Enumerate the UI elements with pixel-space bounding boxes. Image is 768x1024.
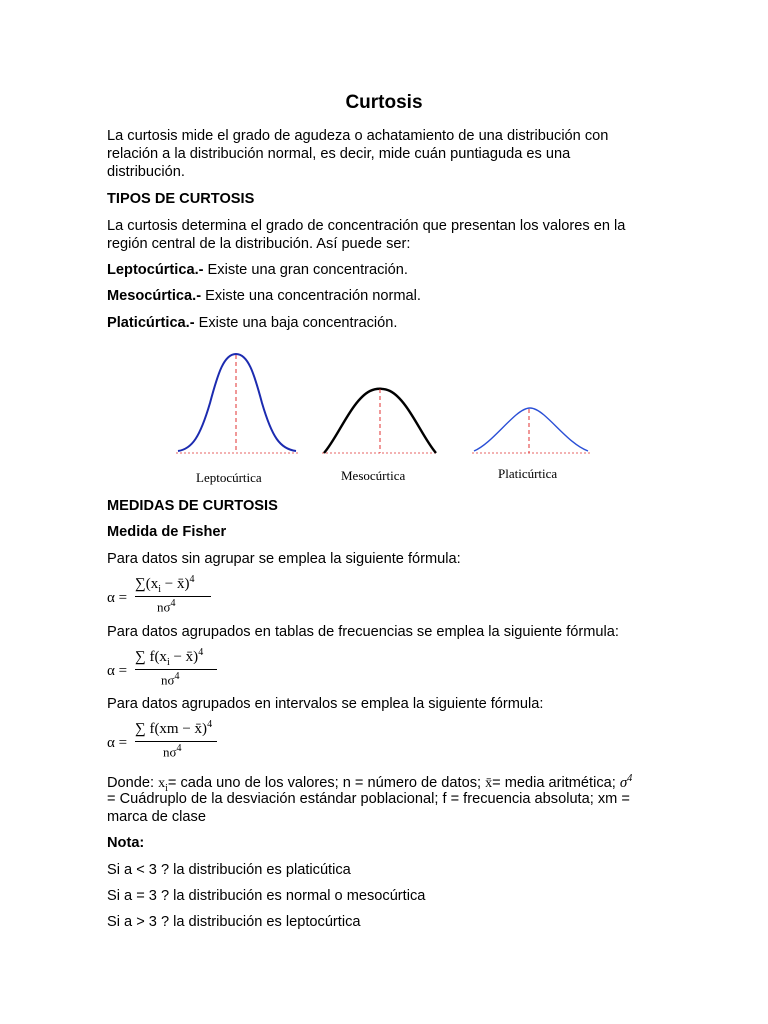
type-label: Platicúrtica.- bbox=[107, 315, 195, 331]
caption-platicurtica: Platicúrtica bbox=[498, 466, 558, 481]
tipos-text-line-1: La curtosis determina el grado de concentración que presentan los valores en la bbox=[107, 218, 626, 234]
formula-intervals bbox=[107, 719, 237, 759]
formula-numerator: ∑ f(xm − x̄)$^4$ bbox=[135, 719, 213, 737]
intro-line-3: distribución. bbox=[107, 164, 185, 180]
formula-denominator: $n\sigma^4$ bbox=[161, 671, 180, 688]
xbar-symbol: x̄ bbox=[485, 776, 493, 791]
formula3-intro: Para datos agrupados en intervalos se emplea la siguiente fórmula: bbox=[107, 696, 544, 712]
formula-numerator: $\sum(x_i$ − x̄)$^4$ bbox=[135, 574, 195, 595]
fraction-bar bbox=[135, 741, 217, 742]
fraction-bar bbox=[135, 596, 211, 597]
formula-frequency-table bbox=[107, 647, 227, 687]
caption-mesocurtica: Mesocúrtica bbox=[341, 468, 406, 483]
tipos-heading: TIPOS DE CURTOSIS bbox=[107, 191, 255, 207]
fraction-bar bbox=[135, 669, 217, 670]
type-desc: Existe una baja concentración. bbox=[194, 315, 398, 331]
leptokurtic-curve-group bbox=[176, 354, 298, 453]
type-leptocurtica bbox=[107, 261, 408, 279]
intro-line-2: relación a la distribución normal, es decir, mide cuán puntiaguda es una bbox=[107, 146, 571, 162]
sigma-symbol: $\sigma^4$ bbox=[619, 773, 633, 791]
formula-lhs: α = bbox=[107, 735, 128, 751]
caption-leptocurtica: Leptocúrtica bbox=[196, 470, 262, 485]
formula-lhs: α = bbox=[107, 590, 128, 606]
note-line-3: Si a > 3 ? la distribución es leptocúrtica bbox=[107, 914, 361, 930]
note-line-1: Si a < 3 ? la distribución es platicútica bbox=[107, 862, 351, 878]
mesokurtic-curve-group bbox=[322, 389, 438, 453]
formula2-intro: Para datos agrupados en tablas de frecuencias se emplea la siguiente fórmula: bbox=[107, 624, 619, 640]
donde-line-1: Donde: $x_i=$ cada uno de los valores; n = número de datos; x̄= media aritmética; $\sigma^4$ bbox=[107, 773, 633, 794]
tipos-text-line-2: región central de la distribución. Así puede ser: bbox=[107, 236, 411, 252]
donde-line-3: marca de clase bbox=[107, 809, 206, 825]
type-label: Leptocúrtica.- bbox=[107, 262, 204, 278]
kurtosis-figure bbox=[170, 345, 600, 460]
page-title: Curtosis bbox=[345, 92, 423, 113]
note-line-2: Si a = 3 ? la distribución es normal o mesocúrtica bbox=[107, 888, 426, 904]
platykurtic-curve bbox=[474, 408, 588, 451]
formula-lhs: α = bbox=[107, 663, 128, 679]
intro-line-1: La curtosis mide el grado de agudeza o achatamiento de una distribución con bbox=[107, 128, 609, 144]
formula1-intro: Para datos sin agrupar se emplea la siguiente fórmula: bbox=[107, 551, 461, 567]
type-desc: Existe una gran concentración. bbox=[203, 262, 408, 278]
xi-symbol: $x_i$ bbox=[158, 776, 168, 794]
medidas-heading: MEDIDAS DE CURTOSIS bbox=[107, 498, 278, 514]
leptokurtic-curve bbox=[178, 354, 296, 451]
type-desc: Existe una concentración normal. bbox=[201, 288, 421, 304]
type-label: Mesocúrtica.- bbox=[107, 288, 202, 304]
type-platicurtica bbox=[107, 314, 397, 332]
formula-denominator: $n\sigma^4$ bbox=[157, 598, 176, 615]
donde-line-2: = Cuádruplo de la desviación estándar poblacional; f = frecuencia absoluta; xm = bbox=[107, 791, 630, 807]
nota-heading: Nota: bbox=[107, 835, 145, 851]
fisher-heading: Medida de Fisher bbox=[107, 524, 227, 540]
type-mesocurtica bbox=[107, 287, 421, 305]
platykurtic-curve-group bbox=[472, 408, 590, 453]
formula-numerator: ∑ $f(x_i$ − x̄)$^4$ bbox=[135, 647, 204, 668]
formula-denominator: $n\sigma^4$ bbox=[163, 743, 182, 760]
formula-unpooled bbox=[107, 574, 227, 614]
